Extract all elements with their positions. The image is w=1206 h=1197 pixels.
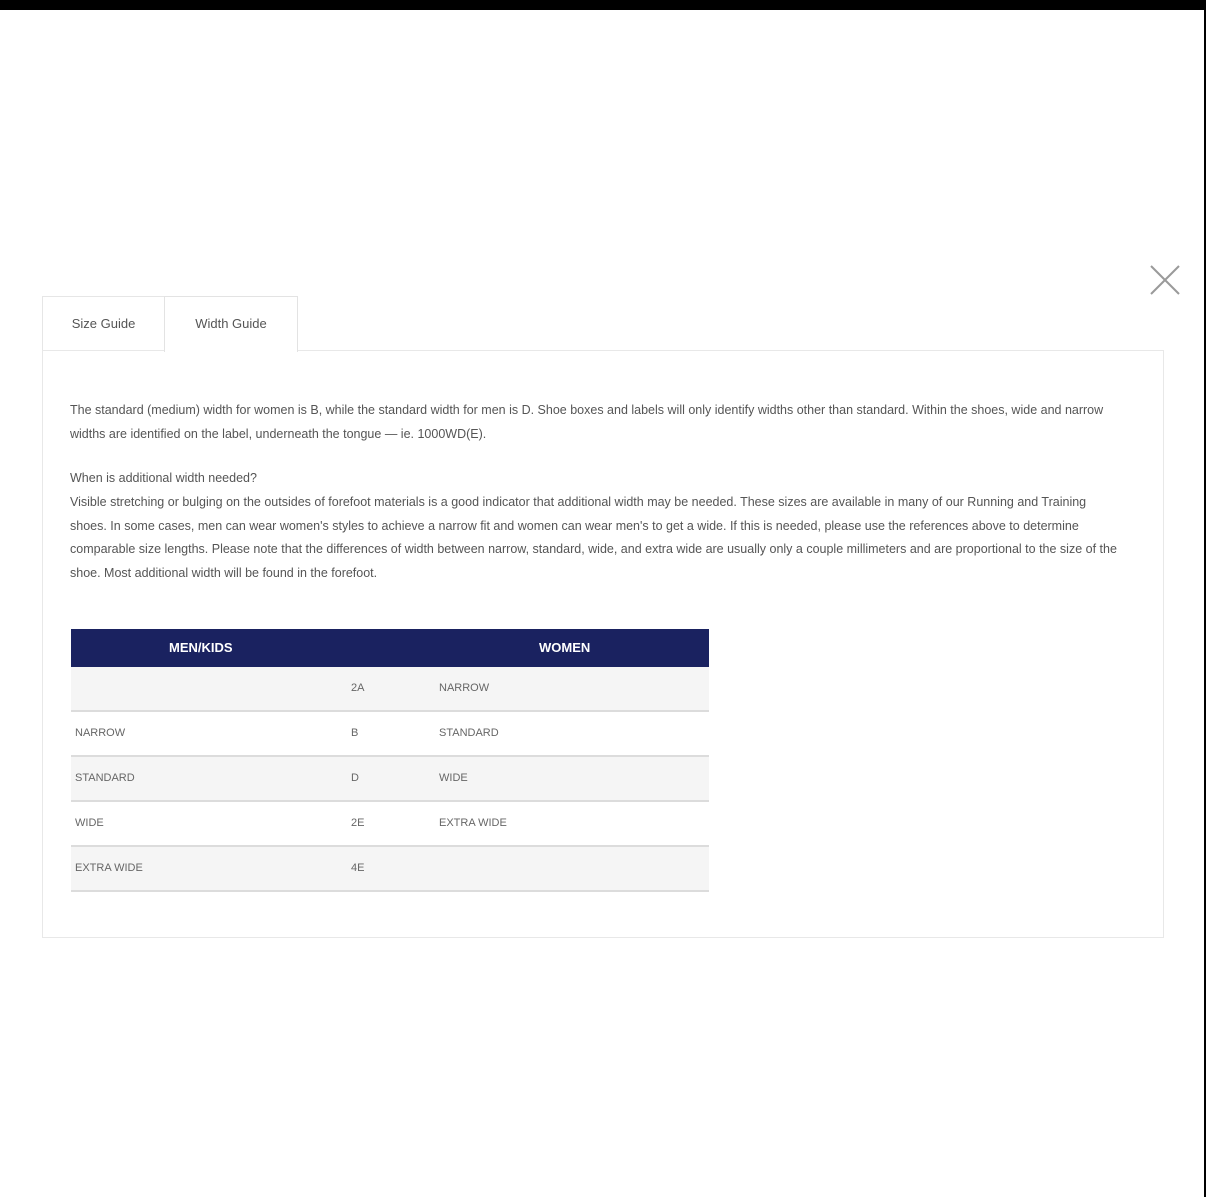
cell-men: WIDE [75, 817, 104, 829]
cell-code: 2E [351, 817, 365, 829]
close-icon[interactable] [1145, 260, 1185, 300]
cell-women: STANDARD [439, 727, 499, 739]
tab-width-guide[interactable]: Width Guide [164, 296, 298, 352]
cell-code: 2A [351, 682, 365, 694]
cell-women: NARROW [439, 682, 490, 694]
cell-men: NARROW [75, 727, 126, 739]
table-row [71, 667, 709, 712]
top-border [0, 0, 1206, 10]
width-table [71, 629, 709, 892]
cell-women: WIDE [439, 772, 468, 784]
table-row [71, 847, 709, 892]
table-row [71, 712, 709, 757]
cell-code: D [351, 772, 359, 784]
table-row [71, 802, 709, 847]
cell-men: EXTRA WIDE [75, 862, 143, 874]
header-women: WOMEN [539, 640, 591, 655]
cell-women: EXTRA WIDE [439, 817, 507, 829]
cell-code: B [351, 727, 359, 739]
header-men-kids: MEN/KIDS [169, 640, 233, 655]
width-guide-panel [42, 350, 1164, 938]
width-explanation-text: Visible stretching or bulging on the outsides of forefoot materials is a good indicator that additional width may be needed. These sizes are available in many of our Running and Training shoes. In some cases, men can wear women's styles to achieve a narrow fit and women can wear men's to get a wide. If this is needed, please use the references above to determine comparable size lengths. Please note that the differences of width between narrow, standard, wide, and extra wide are usually only a couple millimeters and are proportional to the size of the shoe. Most additional width will be found in the forefoot. [70, 495, 1117, 580]
cell-code: 4E [351, 862, 365, 874]
table-row [71, 757, 709, 802]
cell-men: STANDARD [75, 772, 135, 784]
tab-size-guide[interactable]: Size Guide [42, 296, 164, 350]
width-question: When is additional width needed? [70, 471, 257, 485]
width-intro-text: The standard (medium) width for women is B, while the standard width for men is D. Shoe boxes and labels will only identify widths other than standard. Within the shoes, wide and narrow widths are identified on the label, underneath the tongue — ie. 1000WD(E). [70, 403, 1104, 441]
width-table-header [71, 629, 709, 667]
